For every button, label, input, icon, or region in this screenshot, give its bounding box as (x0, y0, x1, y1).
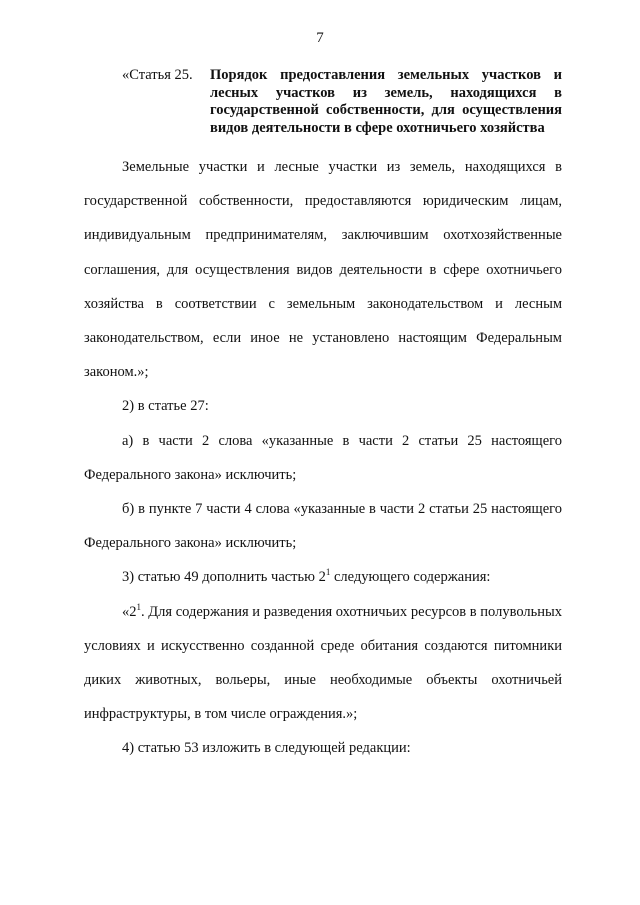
paragraph-part-2-1 (84, 595, 562, 732)
page-number: 7 (316, 30, 324, 46)
paragraph-article-27-b: б) в пункте 7 части 4 слова «указанные в части 2 статьи 25 настоящего Федерального закона» исключить; (84, 501, 562, 552)
paragraph-land-plots: Земельные участки и лесные участки из земель, находящихся в государственной собственности, предоставляются юридическим лицам, индивидуальным предпринимателям, заключившим охотхозяйственные соглашения, для осуществления видов деятельности в сфере охотничьего хозяйства в соответствии с земельным законодательством и лесным законодательством, если иное не установлено настоящим Федеральным законом.»; (84, 159, 562, 381)
article-title: Порядок предоставления земельных участков и лесных участков из земель, находящихся в государственной собственности, для осуществления видов деятельности в сфере охотничьего хозяйства (210, 67, 562, 136)
article-label: «Статья 25. (122, 67, 193, 83)
superscript-index: 1 (136, 601, 141, 612)
paragraph-article-49 (84, 560, 562, 594)
paragraph-article-49-text-end: следующего содержания: (330, 569, 491, 586)
paragraph-article-49-text: 3) статью 49 дополнить частью 2 (122, 569, 326, 586)
document-body (84, 150, 562, 766)
paragraph-article-27-a: а) в части 2 слова «указанные в части 2 статьи 25 настоящего Федерального закона» исключить; (84, 432, 562, 483)
paragraph-part-2-1-start: «2 (122, 603, 137, 620)
paragraph-part-2-1-text: . Для содержания и разведения охотничьих ресурсов в полувольных условиях и искусственно созданной среде обитания создаются питомники диких животных, вольеры, иные необходимые объекты охотничьей инфраструктуры, в том числе ограждения.»; (84, 603, 562, 723)
superscript-index: 1 (325, 567, 331, 578)
article-heading (122, 67, 562, 137)
paragraph-article-27: 2) в статье 27: (122, 398, 209, 415)
paragraph-article-53: 4) статью 53 изложить в следующей редакции: (122, 740, 411, 757)
